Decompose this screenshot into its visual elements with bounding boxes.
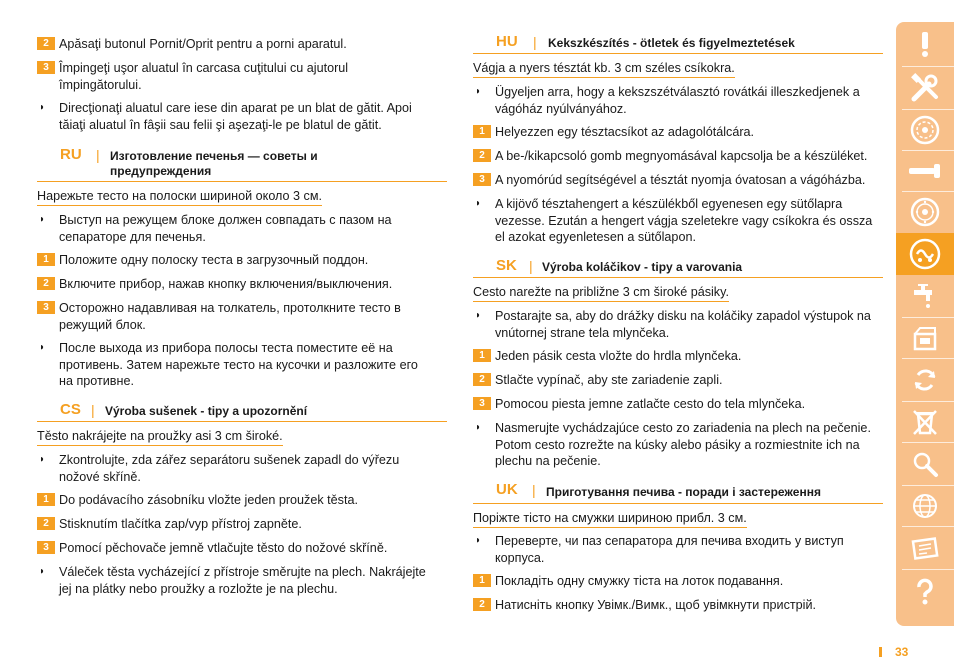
section-header-uk (473, 482, 883, 504)
list-item (37, 340, 447, 390)
section-intro: Vágja a nyers tésztát kb. 3 cm széles csíkokra. (473, 60, 735, 78)
bullet-icon: ◗ (475, 198, 482, 209)
language-code: UK (496, 481, 518, 498)
separator-bar: | (533, 34, 537, 50)
section-title: Výroba koláčikov - tipy a varovania (542, 260, 743, 274)
item-text: A kijövő tésztahengert a készülékből egyenesen egy sütőlapra vezesse. Ezután a hengert vágja szeletekre vagy csíkokra és ossza el azokat egyenletesen a sütőlapon. (495, 197, 873, 244)
separator-bar: | (529, 258, 533, 274)
ro-step (37, 36, 447, 53)
step-number: 3 (473, 173, 491, 186)
ro-step (37, 60, 447, 93)
list-item (473, 573, 883, 590)
list-item (473, 348, 883, 365)
separator-bar: | (532, 482, 536, 498)
bullet-icon: ◗ (475, 422, 482, 433)
list-item (473, 124, 883, 141)
list-item (37, 252, 447, 269)
item-text: Включите прибор, нажав кнопку включения/выключения. (59, 277, 393, 291)
warning-icon[interactable] (896, 22, 954, 66)
step-number: 2 (37, 517, 55, 530)
list-item (37, 516, 447, 533)
step-number: 3 (37, 301, 55, 314)
bullet-icon: ◗ (39, 566, 46, 577)
step-number: 1 (37, 493, 55, 506)
list-item (37, 540, 447, 557)
recycle-icon[interactable] (896, 359, 954, 401)
section-title: Výroba sušenek - tipy a upozornění (105, 404, 308, 418)
step-number: 2 (37, 277, 55, 290)
item-text: Переверте, чи паз сепаратора для печива входить у виступ корпуса. (495, 534, 844, 565)
step-number: 2 (473, 598, 491, 611)
item-text: Осторожно надавливая на толкатель, протолкните тесто в режущий блок. (59, 301, 401, 332)
item-text: Pomocou piesta jemne zatlačte cesto do tela mlynčeka. (495, 397, 806, 411)
search-icon[interactable] (896, 443, 954, 485)
list-item (37, 276, 447, 293)
list-item (473, 308, 883, 341)
list-item (37, 212, 447, 245)
guarantee-icon[interactable] (896, 527, 954, 569)
pusher-icon[interactable] (896, 151, 954, 191)
item-text: Stlačte vypínač, aby ste zariadenie zapli. (495, 373, 723, 387)
item-text: Выступ на режущем блоке должен совпадать с пазом на сепараторе для печенья. (59, 213, 392, 244)
item-text: Váleček těsta vycházející z přístroje směrujte na plech. Nakrájejte jej na plátky nebo proužky a rozložte je na plechu. (59, 565, 426, 596)
step-number: 1 (473, 349, 491, 362)
grater-disc-icon[interactable] (896, 192, 954, 232)
list-item (473, 196, 883, 246)
language-code: RU (60, 146, 82, 163)
bullet-icon: ◗ (475, 86, 482, 97)
globe-icon[interactable] (896, 486, 954, 526)
list-item (37, 452, 447, 485)
item-text: A be-/kikapcsoló gomb megnyomásával kapcsolja be a készüléket. (495, 149, 868, 163)
ro-note (37, 100, 447, 133)
step-text: Apăsaţi butonul Pornit/Oprit pentru a porni aparatul. (59, 37, 347, 51)
item-text: Покладіть одну смужку тіста на лоток подавання. (495, 574, 784, 588)
list-item (473, 372, 883, 389)
item-text: Nasmerujte vychádzajúce cesto zo zariadenia na plech na pečenie. Potom cesto rozrežte na kúsky alebo pásiky a rozmiestnite ich na plechu na pečenie. (495, 421, 871, 468)
item-text: Натисніть кнопку Увімк./Вимк., щоб увімкнути пристрій. (495, 598, 816, 612)
separator-bar: | (91, 402, 95, 418)
section-title: Приготування печива - поради і застереження (546, 485, 821, 499)
item-text: Do podávacího zásobníku vložte jeden proužek těsta. (59, 493, 358, 507)
language-code: SK (496, 257, 517, 274)
storage-box-icon[interactable] (896, 318, 954, 358)
step-text: Împingeţi uşor aluatul în carcasa cuţitului cu ajutorul împingătorului. (59, 61, 349, 92)
item-text: Stisknutím tlačítka zap/vyp přístroj zapněte. (59, 517, 302, 531)
section-title: Kekszkészítés - ötletek és figyelmeztetések (548, 36, 795, 50)
step-number: 2 (473, 373, 491, 386)
list-item (473, 148, 883, 165)
item-text: Pomocí pěchovače jemně vtlačujte těsto do nožové skříně. (59, 541, 388, 555)
bullet-icon: ◗ (39, 102, 46, 113)
page-number-bar (879, 647, 882, 657)
item-text: Postarajte sa, aby do drážky disku na koláčiky zapadol výstupok na vnútornej strane tela mlynčeka. (495, 309, 871, 340)
bullet-icon: ◗ (475, 535, 482, 546)
list-item (473, 533, 883, 566)
step-number: 3 (473, 397, 491, 410)
list-item (473, 172, 883, 189)
section-header-hu (473, 34, 883, 54)
question-icon[interactable] (896, 570, 954, 614)
blade-disc-icon[interactable] (896, 110, 954, 150)
list-item (473, 597, 883, 614)
step-number: 1 (473, 125, 491, 138)
item-text: Zkontrolujte, zda zářez separátoru sušenek zapadl do výřezu nožové skříně. (59, 453, 400, 484)
item-text: Ügyeljen arra, hogy a kekszszétválasztó rovátkái illeszkedjenek a vágóház nyúlványához. (495, 85, 860, 116)
list-item (37, 492, 447, 509)
waste-bin-icon[interactable] (896, 402, 954, 442)
step-number: 2 (473, 149, 491, 162)
language-code: CS (60, 401, 81, 418)
list-item (473, 396, 883, 413)
section-intro: Поріжте тісто на смужки шириною прибл. 3 см. (473, 510, 747, 528)
section-header-sk (473, 258, 883, 278)
section-intro: Cesto narežte na približne 3 cm široké pásiky. (473, 284, 729, 302)
section-header-ru (37, 146, 447, 182)
tap-cleaning-icon[interactable] (896, 275, 954, 317)
bullet-icon: ◗ (475, 310, 482, 321)
section-header-cs (37, 402, 447, 422)
list-item (37, 300, 447, 333)
item-text: Jeden pásik cesta vložte do hrdla mlynčeka. (495, 349, 742, 363)
step-number: 1 (473, 574, 491, 587)
page-number: 33 (895, 645, 909, 659)
section-title: Изготовление печенья — советы и предупреждения (110, 149, 318, 178)
list-item (37, 564, 447, 597)
item-text: После выхода из прибора полосы теста поместите её на противень. Затем нарежьте тесто на кусочки и разложите его на противне. (59, 341, 418, 388)
section-intro: Těsto nakrájejte na proužky asi 3 cm široké. (37, 428, 283, 446)
separator-bar: | (96, 147, 100, 163)
bullet-icon: ◗ (39, 454, 46, 465)
chapter-sidebar (896, 22, 954, 626)
list-item (473, 84, 883, 117)
item-text: Положите одну полоску теста в загрузочный поддон. (59, 253, 369, 267)
tools-icon[interactable] (896, 67, 954, 109)
step-number: 1 (37, 253, 55, 266)
bullet-icon: ◗ (39, 342, 46, 353)
step-number: 3 (37, 541, 55, 554)
language-code: HU (496, 33, 518, 50)
step-number: 2 (37, 37, 55, 50)
cookie-attachment-icon[interactable] (896, 233, 954, 275)
list-item (473, 420, 883, 470)
section-intro: Нарежьте тесто на полоски шириной около 3 см. (37, 188, 322, 206)
bullet-icon: ◗ (39, 214, 46, 225)
note-text: Direcţionaţi aluatul care iese din aparat pe un blat de gătit. Apoi tăiaţi aluatul în fâşii sau felii şi aşezaţi-le pe blatul de gătit. (59, 101, 412, 132)
item-text: A nyomórúd segítségével a tésztát nyomja óvatosan a vágóházba. (495, 173, 866, 187)
item-text: Helyezzen egy tésztacsíkot az adagolótálcára. (495, 125, 755, 139)
step-number: 3 (37, 61, 55, 74)
